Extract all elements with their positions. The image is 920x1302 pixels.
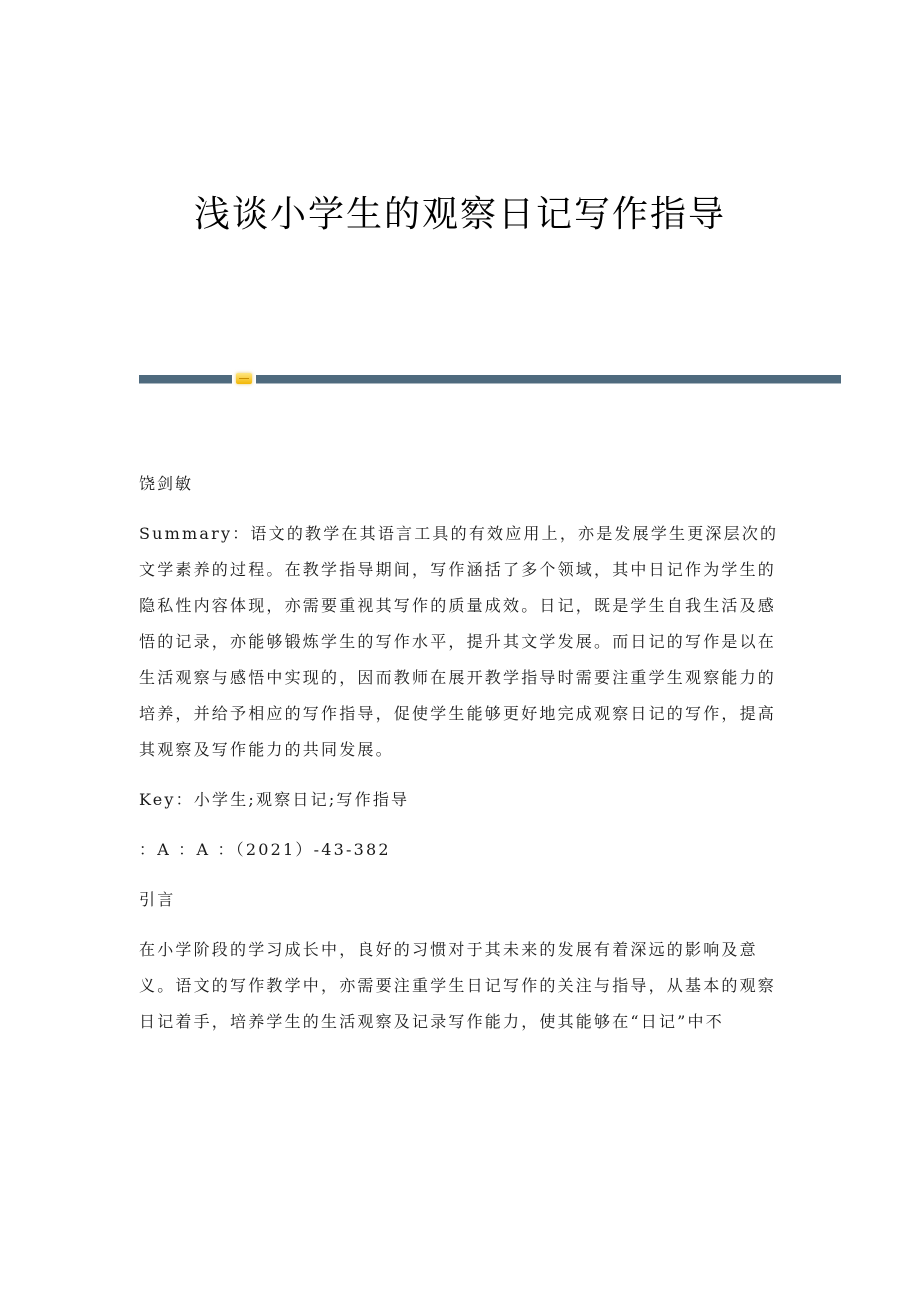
title-divider [139, 375, 841, 384]
divider-bar-left [139, 375, 232, 384]
document-title: 浅谈小学生的观察日记写作指导 [193, 194, 726, 235]
intro-paragraph: 在小学阶段的学习成长中，良好的习惯对于其未来的发展有着深远的影响及意义。语文的写作教学中，亦需要注重学生日记写作的关注与指导，从基本的观察日记着手，培养学生的生活观察及记录写作能力，使其能够在“日记”中不 [139, 940, 777, 1031]
divider-ornament-icon [236, 373, 252, 384]
summary-paragraph: Summary：语文的教学在其语言工具的有效应用上，亦是发展学生更深层次的文学素养的过程。在教学指导期间，写作涵括了多个领域，其中日记作为学生的隐私性内容体现，亦需要重视其写作的质量成效。日记，既是学生自我生活及感悟的记录，亦能够锻炼学生的写作水平，提升其文学发展。而日记的写作是以在生活观察与感悟中实现的，因而教师在展开教学指导时需要注重学生观察能力的培养，并给予相应的写作指导，促使学生能够更好地完成观察日记的写作，提高其观察及写作能力的共同发展。 [139, 524, 779, 759]
section-heading-intro: 引言 [139, 890, 176, 909]
classification-line: ：A ：A ：（2021）-43-382 [139, 840, 391, 859]
divider-bar-right [256, 375, 841, 384]
document-body [139, 466, 789, 1040]
keywords-line: Key：小学生;观察日记;写作指导 [139, 790, 410, 809]
author-name: 饶剑敏 [139, 474, 194, 493]
